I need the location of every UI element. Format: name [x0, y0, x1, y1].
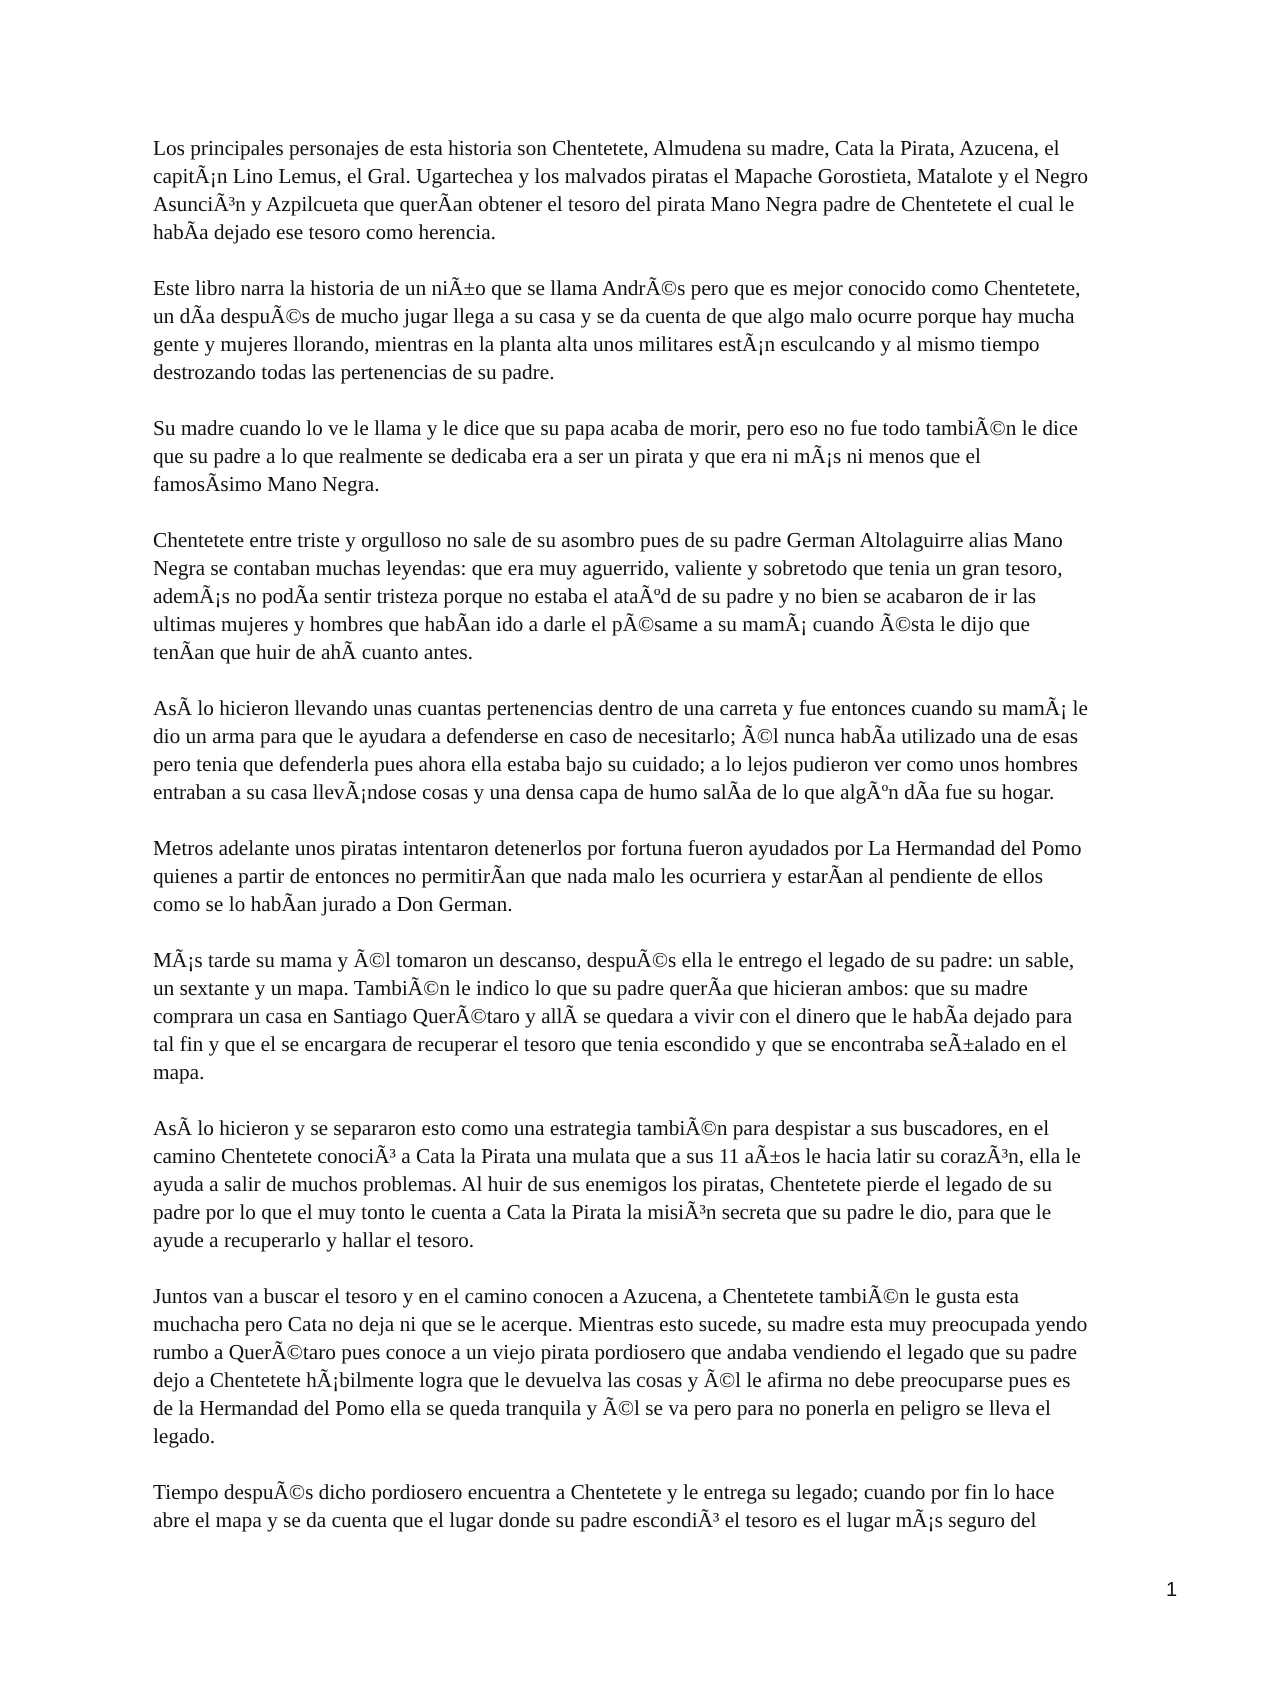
paragraph-characters [153, 134, 1198, 246]
text-line: ultimas mujeres y hombres que habÃan ido a darle el pÃ©same a su mamÃ¡ cuando Ã©sta le dijo que [153, 612, 1030, 636]
text-line: capitÃ¡n Lino Lemus, el Gral. Ugartechea y los malvados piratas el Mapache Gorostieta, Matalote y el Negro [153, 164, 1088, 188]
text-line: camino Chentetete conociÃ³ a Cata la Pirata una mulata que a sus 11 aÃ±os le hacia latir su corazÃ³n, ella le [153, 1144, 1081, 1168]
text-line: AsÃ lo hicieron llevando unas cuantas pertenencias dentro de una carreta y fue entonces cuando su mamÃ¡ le [153, 696, 1088, 720]
text-line: un sextante y un mapa. TambiÃ©n le indico lo que su padre querÃa que hicieran ambos: que su madre [153, 976, 1028, 1000]
paragraph-story-intro [153, 274, 1198, 386]
text-line: ademÃ¡s no podÃa sentir tristeza porque no estaba el ataÃºd de su padre y no bien se acabaron de ir las [153, 584, 1037, 608]
text-line: Juntos van a buscar el tesoro y en el camino conocen a Azucena, a Chentetete tambiÃ©n le gusta esta [153, 1284, 1019, 1308]
text-line: tenÃan que huir de ahÃ cuanto antes. [153, 640, 473, 664]
text-line: Chentetete entre triste y orgulloso no sale de su asombro pues de su padre German Altolaguirre alias Mano [153, 528, 1063, 552]
text-line: famosÃsimo Mano Negra. [153, 472, 380, 496]
text-line: abre el mapa y se da cuenta que el lugar donde su padre escondiÃ³ el tesoro es el lugar mÃ¡s seguro del [153, 1508, 1037, 1532]
text-line: Los principales personajes de esta historia son Chentetete, Almudena su madre, Cata la Pirata, Azucena, el [153, 136, 1060, 160]
page-number: 1 [1166, 1579, 1178, 1601]
paragraph-cata [153, 1114, 1198, 1254]
text-line: mapa. [153, 1060, 205, 1084]
text-line: Metros adelante unos piratas intentaron detenerlos por fortuna fueron ayudados por La Hermandad del Pomo [153, 836, 1082, 860]
text-line: Su madre cuando lo ve le llama y le dice que su papa acaba de morir, pero eso no fue todo tambiÃ©n le dice [153, 416, 1078, 440]
paragraph-father-legends [153, 526, 1198, 666]
text-line: entraban a su casa llevÃ¡ndose cosas y una densa capa de humo salÃa de lo que algÃºn dÃa fue su hogar. [153, 780, 1055, 804]
text-line: legado. [153, 1424, 216, 1448]
text-line: un dÃa despuÃ©s de mucho jugar llega a su casa y se da cuenta de que algo malo ocurre porque hay mucha [153, 304, 1075, 328]
paragraph-escape [153, 694, 1198, 806]
paragraph-azucena [153, 1282, 1198, 1450]
text-line: AsÃ lo hicieron y se separaron esto como una estrategia tambiÃ©n para despistar a sus buscadores, en el [153, 1116, 1050, 1140]
text-line: tal fin y que el se encargara de recuperar el tesoro que tenia escondido y que se encontraba seÃ±alado en el [153, 1032, 1067, 1056]
text-line: ayude a recuperarlo y hallar el tesoro. [153, 1228, 475, 1252]
text-line: Este libro narra la historia de un niÃ±o que se llama AndrÃ©s pero que es mejor conocido como Chentetete, [153, 276, 1081, 300]
text-line: muchacha pero Cata no deja ni que se le acerque. Mientras esto sucede, su madre esta muy preocupada yendo [153, 1312, 1088, 1336]
document-body [153, 134, 1198, 1562]
text-line: destrozando todas las pertenencias de su padre. [153, 360, 555, 384]
text-line: como se lo habÃan jurado a Don German. [153, 892, 513, 916]
paragraph-brotherhood [153, 834, 1198, 918]
text-line: Tiempo despuÃ©s dicho pordiosero encuentra a Chentetete y le entrega su legado; cuando por fin lo hace [153, 1480, 1055, 1504]
text-line: habÃa dejado ese tesoro como herencia. [153, 220, 496, 244]
text-line: pero tenia que defenderla pues ahora ella estaba bajo su cuidado; a lo lejos pudieron ver como unos hombres [153, 752, 1078, 776]
text-line: rumbo a QuerÃ©taro pues conoce a un viejo pirata pordiosero que andaba vendiendo el legado que su padre [153, 1340, 1077, 1364]
text-line: Negra se contaban muchas leyendas: que era muy aguerrido, valiente y sobretodo que tenia un gran tesoro, [153, 556, 1063, 580]
text-line: que su padre a lo que realmente se dedicaba era a ser un pirata y que era ni mÃ¡s ni menos que el [153, 444, 981, 468]
paragraph-legacy [153, 946, 1198, 1086]
text-line: padre por lo que el muy tonto le cuenta a Cata la Pirata la misiÃ³n secreta que su padre le dio, para que le [153, 1200, 1052, 1224]
text-line: gente y mujeres llorando, mientras en la planta alta unos militares estÃ¡n esculcando y al mismo tiempo [153, 332, 1040, 356]
text-line: de la Hermandad del Pomo ella se queda tranquila y Ã©l se va pero para no ponerla en peligro se lleva el [153, 1396, 1051, 1420]
paragraph-map [153, 1478, 1198, 1534]
text-line: quienes a partir de entonces no permitirÃan que nada malo les ocurriera y estarÃan al pendiente de ellos [153, 864, 1043, 888]
text-line: ayuda a salir de muchos problemas. Al huir de sus enemigos los piratas, Chentetete pierde el legado de su [153, 1172, 1052, 1196]
text-line: comprara un casa en Santiago QuerÃ©taro y allÃ se quedara a vivir con el dinero que le habÃa dejado para [153, 1004, 1073, 1028]
text-line: dio un arma para que le ayudara a defenderse en caso de necesitarlo; Ã©l nunca habÃa utilizado una de esas [153, 724, 1079, 748]
paragraph-mother-reveal [153, 414, 1198, 498]
text-line: dejo a Chentetete hÃ¡bilmente logra que le devuelva las cosas y Ã©l le afirma no debe preocuparse pues es [153, 1368, 1071, 1392]
text-line: AsunciÃ³n y Azpilcueta que querÃan obtener el tesoro del pirata Mano Negra padre de Chentetete el cual le [153, 192, 1075, 216]
text-line: MÃ¡s tarde su mama y Ã©l tomaron un descanso, despuÃ©s ella le entrego el legado de su padre: un sable, [153, 948, 1075, 972]
